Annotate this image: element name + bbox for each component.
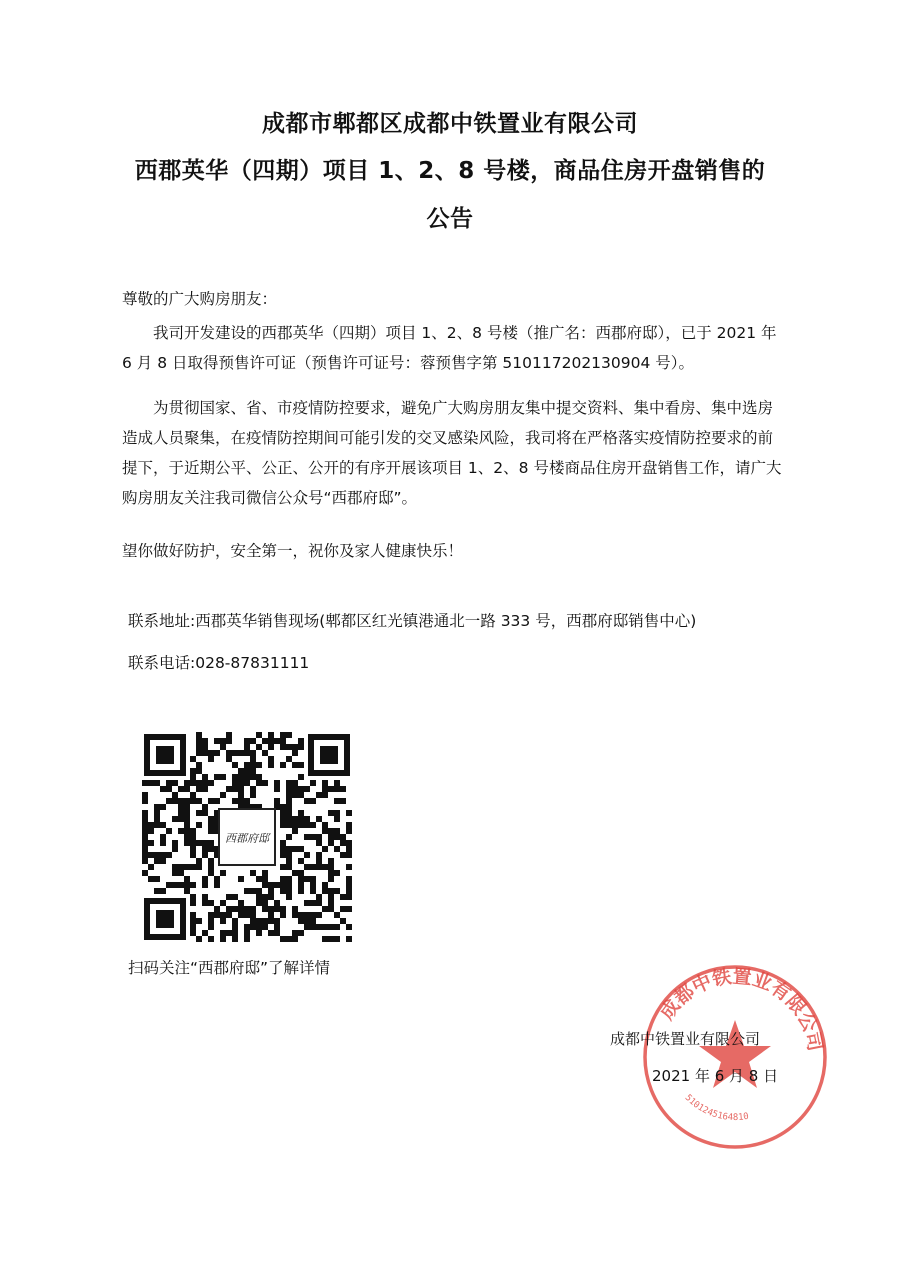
qr-code[interactable] <box>142 732 352 942</box>
contact-phone: 联系电话:028-87831111 <box>128 654 310 672</box>
title-line-1: 成都市郫都区成都中铁置业有限公司 <box>262 111 638 137</box>
signature-date: 2021 年 6 月 8 日 <box>652 1067 779 1085</box>
svg-text:5101245164810 <box>683 1093 750 1123</box>
qr-center-logo <box>219 809 275 865</box>
qr-code-image <box>142 732 352 942</box>
paragraph-presale-permit: 我司开发建设的西郡英华（四期）项目 1、2、8 号楼（推广名：西郡府邸），已于 2021 年 6 月 8 日取得预售许可证（预售许可证号：蓉预售字第 510117202130904 号）。 <box>122 324 777 372</box>
contact-address: 联系地址:西郡英华销售现场(郫都区红光镇港通北一路 333 号，西郡府邸销售中心) <box>128 612 697 630</box>
title-line-3: 公告 <box>426 206 474 232</box>
paragraph-epidemic-notice: 为贯彻国家、省、市疫情防控要求，避免广大购房朋友集中提交资料、集中看房、集中选房造成人员聚集，在疫情防控期间可能引发的交叉感染风险，我司将在严格落实疫情防控要求的前提下，于近期公平、公正、公开的有序开展该项目 1、2、8 号楼商品住房开盘销售工作，请广大购房朋友关注我司微信公众号“西郡府邸”。 <box>122 399 782 507</box>
closing-wish: 望你做好防护，安全第一，祝你及家人健康快乐！ <box>122 542 464 560</box>
signature-company: 成都中铁置业有限公司 <box>610 1030 761 1048</box>
company-seal-stamp <box>640 962 830 1152</box>
qr-finder-top-left <box>144 734 186 776</box>
qr-finder-top-right <box>308 734 350 776</box>
qr-logo-text: 西郡府邸 <box>225 832 269 845</box>
title-line-2: 西郡英华（四期）项目 1、2、8 号楼，商品住房开盘销售的 <box>134 158 766 184</box>
qr-finder-bottom-left <box>144 898 186 940</box>
qr-caption: 扫码关注“西郡府邸”了解详情 <box>128 959 331 977</box>
seal-serial-number: 5101245164810 <box>682 1092 750 1124</box>
salutation: 尊敬的广大购房朋友： <box>122 290 278 308</box>
seal-ring-text: 成都中铁置业有限公司 <box>655 965 827 1054</box>
